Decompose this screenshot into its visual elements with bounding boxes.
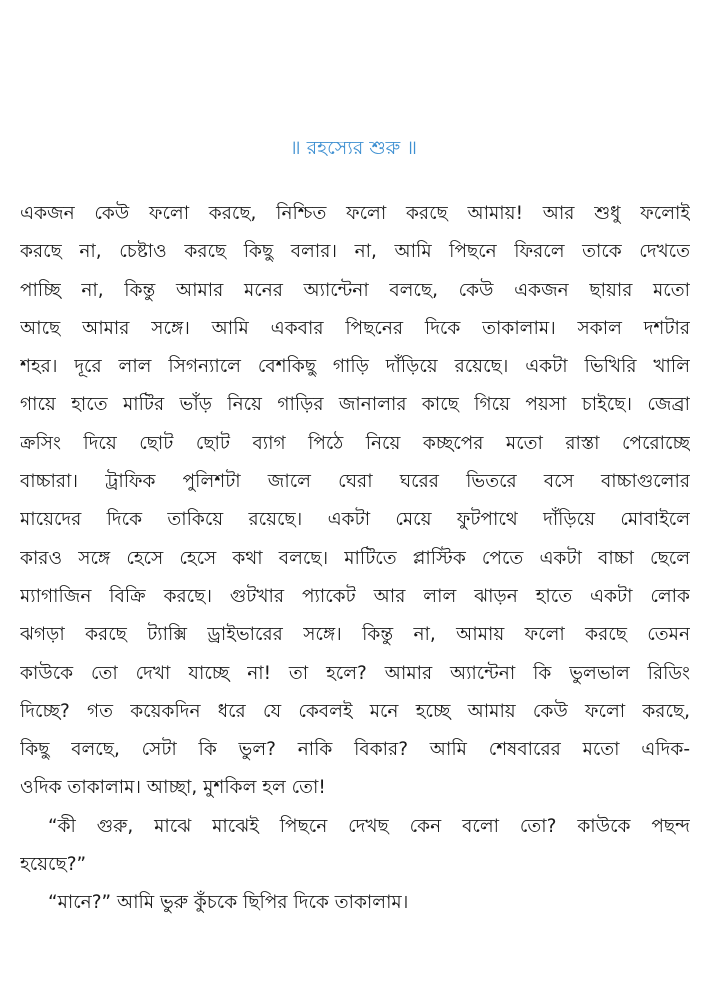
text-line: আছে আমার সঙ্গে। আমি একবার পিছনের দিকে তাকালাম। সকাল দশটার	[20, 317, 690, 339]
text-line: কারও সঙ্গে হেসে হেসে কথা বলছে। মাটিতে প্লাস্টিক পেতে একটা বাচ্চা ছেলে	[20, 547, 690, 569]
body-text	[20, 195, 690, 923]
dialogue-line: “মানে?” আমি ভুরু কুঁচকে ছিপির দিকে তাকালাম।	[48, 892, 409, 914]
text-line: ওদিক তাকালাম। আচ্ছা, মুশকিল হল তো!	[20, 777, 326, 799]
dialogue-line: “কী গুরু, মাঝে মাঝেই পিছনে দেখছ কেন বলো তো? কাউকে পছন্দ	[48, 815, 690, 837]
text-line: শহর। দূরে লাল সিগন্যালে বেশকিছু গাড়ি দাঁড়িয়ে রয়েছে। একটা ভিখিরি খালি	[20, 356, 690, 378]
text-line: কিছু বলছে, সেটা কি ভুল? নাকি বিকার? আমি শেষবারের মতো এদিক-	[20, 739, 690, 761]
text-line: ম্যাগাজিন বিক্রি করছে। গুটখার প্যাকেট আর লাল ঝাড়ন হাতে একটা লোক	[20, 585, 690, 607]
text-line: দিচ্ছে? গত কয়েকদিন ধরে যে কেবলই মনে হচ্ছে আমায় কেউ ফলো করছে,	[20, 700, 690, 722]
text-line: করছে না, চেষ্টাও করছে কিছু বলার। না, আমি পিছনে ফিরলে তাকে দেখতে	[20, 241, 690, 263]
text-line: বাচ্চারা। ট্রাফিক পুলিশটা জালে ঘেরা ঘরের ভিতরে বসে বাচ্চাগুলোর	[20, 471, 690, 493]
text-line: গায়ে হাতে মাটির ভাঁড় নিয়ে গাড়ির জানালার কাছে গিয়ে পয়সা চাইছে। জেব্রা	[20, 394, 690, 416]
text-line: কাউকে তো দেখা যাচ্ছে না! তা হলে? আমার অ্যান্টেনা কি ভুলভাল রিডিং	[20, 662, 690, 684]
chapter-title: ॥ রহস্যের শুরু ॥	[289, 137, 418, 159]
text-line: মায়েদের দিকে তাকিয়ে রয়েছে। একটা মেয়ে ফুটপাথে দাঁড়িয়ে মোবাইলে	[20, 509, 690, 531]
text-line: হয়েছে?”	[20, 854, 87, 876]
text-line: পাচ্ছি না, কিন্তু আমার মনের অ্যান্টেনা বলছে, কেউ একজন ছায়ার মতো	[20, 279, 690, 301]
text-line: ক্রসিং দিয়ে ছোট ছোট ব্যাগ পিঠে নিয়ে কচ্ছপের মতো রাস্তা পেরোচ্ছে	[20, 432, 690, 454]
text-line: একজন কেউ ফলো করছে, নিশ্চিত ফলো করছে আমায়! আর শুধু ফলোই	[20, 203, 690, 224]
text-line: ঝগড়া করছে ট্যাক্সি ড্রাইভারের সঙ্গে। কিন্তু না, আমায় ফলো করছে তেমন	[20, 624, 690, 646]
